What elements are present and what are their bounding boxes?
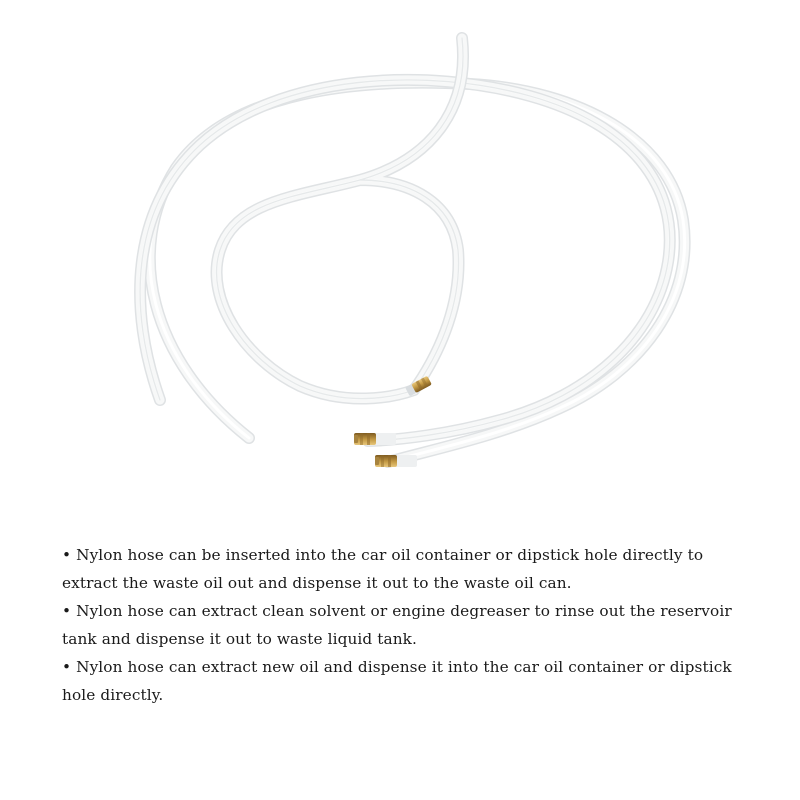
outer-hose-loop <box>150 83 685 462</box>
description-bullet-3: • Nylon hose can extract new oil and dispense it into the car oil container or dipstick hole directly. <box>62 658 732 704</box>
description-bullet-1: • Nylon hose can be inserted into the car oil container or dipstick hole directly to extract the waste oil out and dispense it out to the waste oil can. <box>62 546 704 592</box>
brass-fitting-lower <box>375 455 417 467</box>
brass-fitting-upper <box>354 433 396 445</box>
description-bullet-2: • Nylon hose can extract clean solvent or engine degreaser to rinse out the reservoir tank and dispense it out to waste liquid tank. <box>62 602 732 648</box>
product-description-list <box>62 541 762 709</box>
